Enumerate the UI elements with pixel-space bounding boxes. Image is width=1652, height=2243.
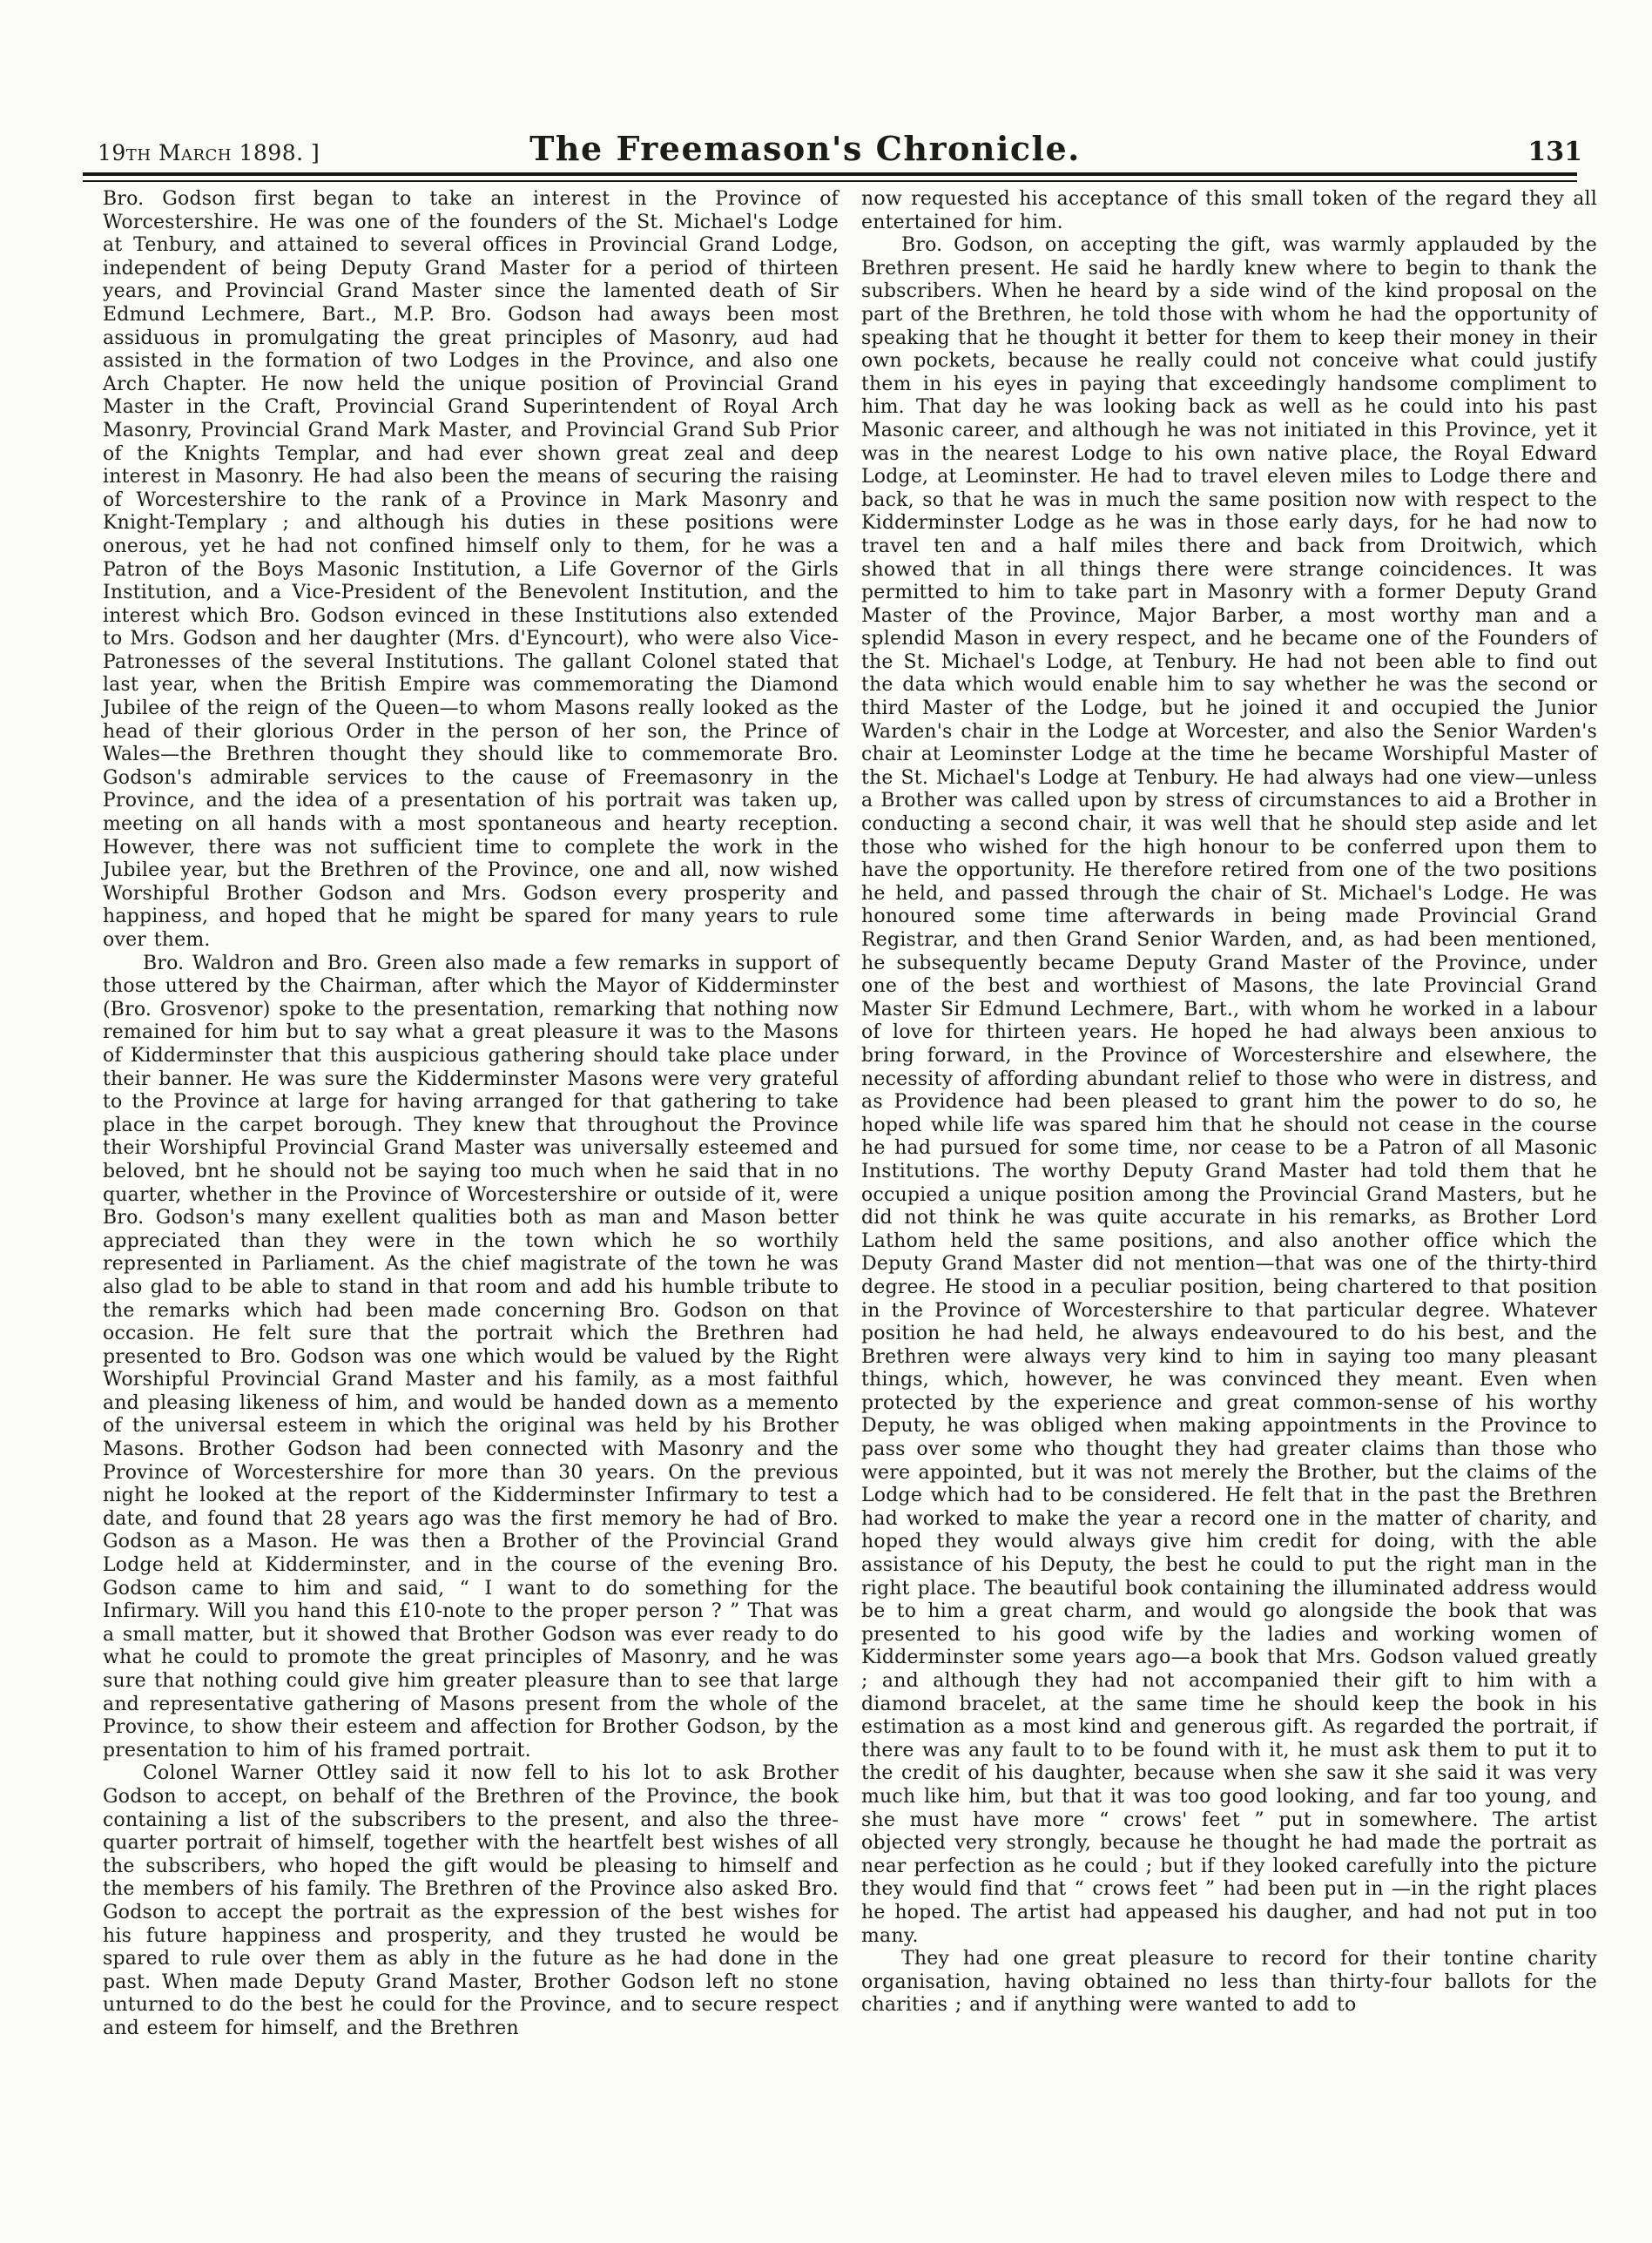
masthead-rule bbox=[83, 172, 1577, 182]
paragraph-godson-biography: Bro. Godson first began to take an interest in the Province of Worcestershire. He was one of the founders of the St. Michael's Lodge at Tenbury, and attained to several offices in Provincial Grand Lodge, independent of being Deputy Grand Master for a period of thirteen years, and Provincial Grand Master since the lamented death of Sir Edmund Lechmere, Bart., M.P. Bro. Godson had aways been most assiduous in promulgating the great principles of Masonry, aud had assisted in the formation of two Lodges in the Province, and also one Arch Chapter. He now held the unique position of Provincial Grand Master in the Craft, Provincial Grand Superintendent of Royal Arch Masonry, Provincial Grand Mark Master, and Provincial Grand Sub Prior of the Knights Templar, and had ever shown great zeal and deep interest in Masonry. He had also been the means of securing the raising of Worcestershire to the rank of a Province in Mark Masonry and Knight-Templary ; and although his duties in these positions were onerous, yet he had not confined himself only to them, for he was a Patron of the Boys Masonic Institution, a Life Governor of the Girls Institution, and a Vice-President of the Benevolent Institution, and the interest which Bro. Godson evinced in these Institutions also extended to Mrs. Godson and her daughter (Mrs. d'Eyncourt), who were also Vice-Patronesses of the several Institutions. The gallant Colonel stated that last year, when the British Empire was commemorating the Diamond Jubilee of the reign of the Queen—to whom Masons really looked as the head of their glorious Order in the person of her son, the Prince of Wales—the Brethren thought they should like to commemorate Bro. Godson's admirable services to the cause of Freemasonry in the Province, and the idea of a presentation of his portrait was taken up, meeting on all hands with a most spontaneous and hearty reception. However, there was not sufficient time to complete the work in the Jubilee year, but the Brethren of the Province, one and all, now wished Worshipful Brother Godson and Mrs. Godson every prosperity and happiness, and hoped that he might be spared for many years to rule over them. bbox=[103, 188, 839, 951]
paragraph-continuation-token-of-regard: now requested his acceptance of this small token of the regard they all entertained for him. bbox=[861, 188, 1597, 233]
column-left bbox=[103, 188, 839, 2041]
article-columns bbox=[103, 188, 1597, 2041]
masthead-date: 19th March 1898. ] bbox=[98, 140, 320, 165]
paragraph-colonel-warner-ottley: Colonel Warner Ottley said it now fell to his lot to ask Brother Godson to accept, on behalf of the Brethren of the Province, the book containing a list of the subscribers to the present, and also the three-quarter portrait of himself, together with the heartfelt best wishes of all the subscribers, who hoped the gift would be pleasing to himself and the members of his family. The Brethren of the Province also asked Bro. Godson to accept the portrait as the expression of the best wishes for his future happiness and prosperity, and they trusted he would be spared to rule over them as ably in the future as he had done in the past. When made Deputy Grand Master, Brother Godson left no stone unturned to do the best he could for the Province, and to secure respect and esteem for himself, and the Brethren bbox=[103, 1762, 839, 2039]
column-right bbox=[861, 188, 1597, 2041]
masthead-title: The Freemason's Chronicle. bbox=[529, 129, 1081, 168]
masthead bbox=[98, 129, 1582, 168]
masthead-page-number: 131 bbox=[1527, 137, 1583, 167]
paragraph-tontine-charity: They had one great pleasure to record for their tontine charity organisation, having obtained no less than thirty-four ballots for the charities ; and if anything were wanted to add to bbox=[861, 1948, 1597, 2017]
paragraph-waldron-green-mayor: Bro. Waldron and Bro. Green also made a few remarks in support of those uttered by the Chairman, after which the Mayor of Kidderminster (Bro. Grosvenor) spoke to the presentation, remarking that nothing now remained for him but to say what a great pleasure it was to the Masons of Kidderminster that this auspicious gathering should take place under their banner. He was sure the Kidderminster Masons were very grateful to the Province at large for having arranged for that gathering to take place in the carpet borough. They knew that throughout the Province their Worshipful Provincial Grand Master was universally esteemed and beloved, bnt he should not be saying too much when he said that in no quarter, whether in the Province of Worcestershire or outside of it, were Bro. Godson's many exellent qualities both as man and Mason better appreciated than they were in the town which he so worthily represented in Parliament. As the chief magistrate of the town he was also glad to be able to stand in that room and add his humble tribute to the remarks which had been made concerning Bro. Godson on that occasion. He felt sure that the portrait which the Brethren had presented to Bro. Godson was one which would be valued by the Right Worshipful Provincial Grand Master and his family, as a most faithful and pleasing likeness of him, and would be handed down as a memento of the universal esteem in which the original was held by his Brother Masons. Brother Godson had been connected with Masonry and the Province of Worcestershire for more than 30 years. On the previous night he looked at the report of the Kidderminster Infirmary to test a date, and found that 28 years ago was the first memory he had of Bro. Godson as a Mason. He was then a Brother of the Provincial Grand Lodge held at Kidderminster, and in the course of the evening Bro. Godson came to him and said, “ I want to do something for the Infirmary. Will you hand this £10-note to the proper person ? ” That was a small matter, but it showed that Brother Godson was ever ready to do what he could to promote the great principles of Masonry, and he was sure that nothing could give him greater pleasure than to see that large and representative gathering of Masons present from the whole of the Province, to show their esteem and affection for Brother Godson, by the presentation to him of his framed portrait. bbox=[103, 952, 839, 1761]
paragraph-godson-acceptance-speech: Bro. Godson, on accepting the gift, was warmly applauded by the Brethren present. He said he hardly knew where to begin to thank the subscribers. When he heard by a side wind of the kind proposal on the part of the Brethren, he told those with whom he had the opportunity of speaking that he thought it better for them to keep their money in their own pockets, because he really could not conceive what could justify them in his eyes in paying that exceedingly handsome compliment to him. That day he was looking back as well as he could into his past Masonic career, and although he was not initiated in this Province, yet it was in the nearest Lodge to his own native place, the Royal Edward Lodge, at Leominster. He had to travel eleven miles to Lodge there and back, so that he was in much the same position now with respect to the Kidderminster Lodge as he was in those early days, for he had now to travel ten and a half miles there and back from Droitwich, which showed that in all things there were strange coincidences. It was permitted to him to take part in Masonry with a former Deputy Grand Master of the Province, Major Barber, a most worthy man and a splendid Mason in every respect, and he became one of the Founders of the St. Michael's Lodge, at Tenbury. He had not been able to find out the data which would enable him to say whether he was the second or third Master of the Lodge, but he joined it and occupied the Junior Warden's chair in the Lodge at Worcester, and also the Senior Warden's chair at Leominster Lodge at the time he became Worshipful Master of the St. Michael's Lodge at Tenbury. He had always had one view—unless a Brother was called upon by stress of circumstances to aid a Brother in conducting a second chair, it was well that he should step aside and let those who wished for the high honour to be conferred upon them to have the opportunity. He therefore retired from one of the two positions he held, and passed through the chair of St. Michael's Lodge. He was honoured some time afterwards in being made Provincial Grand Registrar, and then Grand Senior Warden, and, as had been mentioned, he subsequently became Deputy Grand Master of the Province, under one of the best and worthiest of Masons, the late Provincial Grand Master Sir Edmund Lechmere, Bart., with whom he worked in a labour of love for thirteen years. He hoped he had always been anxious to bring forward, in the Province of Worcestershire and elsewhere, the necessity of affording abundant relief to those who were in distress, and as Providence had been pleased to grant him the power to do so, he hoped while life was spared him that he should not cease in the course he had pursued for some time, nor cease to be a Patron of all Masonic Institutions. The worthy Deputy Grand Master had told them that he occupied a unique position among the Provincial Grand Masters, but he did not think he was quite accurate in his remarks, as Brother Lord Lathom held the same positions, and also another office which the Deputy Grand Master did not mention—that was one of the thirty-third degree. He stood in a peculiar position, being chartered to that position in the Province of Worcestershire to that particular degree. Whatever position he had held, he always endeavoured to do his best, and the Brethren were always very kind to him in saying too many pleasant things, which, however, he was convinced they meant. Even when protected by the experience and great common-sense of his worthy Deputy, he was obliged when making appointments in the Province to pass over some who thought they had greater claims than those who were appointed, but it was not merely the Brother, but the claims of the Lodge which had to be considered. He felt that in the past the Brethren had worked to make the year a record one in the matter of charity, and hoped they would always give him credit for doing, with the able assistance of his Deputy, the best he could to put the right man in the right place. The beautiful book containing the illuminated address would be to him a great charm, and would go alongside the book that was presented to his good wife by the ladies and working women of Kidderminster some years ago—a book that Mrs. Godson valued greatly ; and although they had not accompanied their gift to him with a diamond bracelet, at the same time he should keep the book in his estimation as a most kind and generous gift. As regarded the portrait, if there was any fault to to be found with it, he must ask them to put it to the credit of his daughter, because when she saw it she said it was very much like him, but that it was too good looking, and far too young, and she must have more “ crows' feet ” put in somewhere. The artist objected very strongly, because he thought he had made the portrait as near perfection as he could ; but if they looked carefully into the picture they would find that “ crows feet ” had been put in —in the right places he hoped. The artist had appeased his daugher, and had not put in too many. bbox=[861, 234, 1597, 1947]
